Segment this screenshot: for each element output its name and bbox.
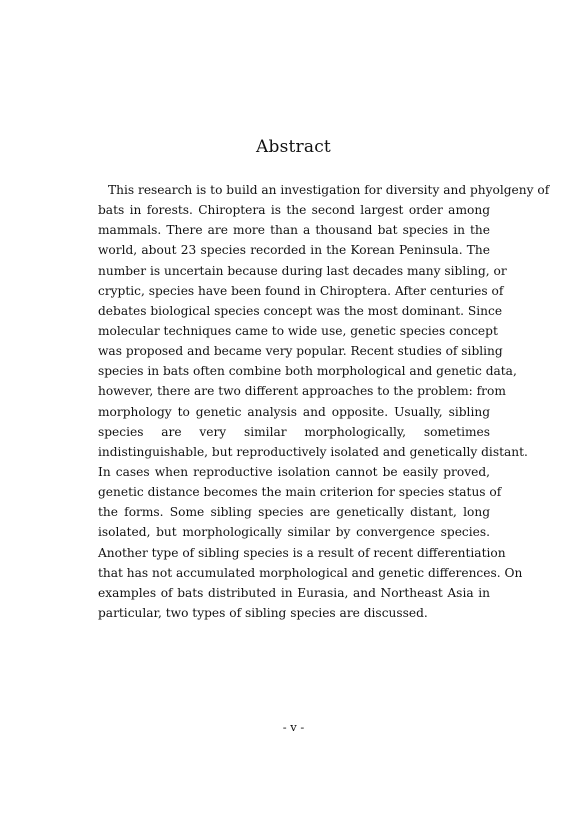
abstract-line: world, about 23 species recorded in the Korean Peninsula. The: [98, 243, 490, 258]
page-number: - v -: [282, 720, 305, 734]
abstract-line: the forms. Some sibling species are genetically distant, long: [98, 505, 490, 520]
abstract-line: indistinguishable, but reproductively isolated and genetically distant.: [98, 444, 528, 459]
abstract-line: mammals. There are more than a thousand bat species in the: [98, 223, 490, 238]
abstract-body: [98, 180, 550, 623]
abstract-line: was proposed and became very popular. Recent studies of sibling: [98, 344, 503, 359]
abstract-line: In cases when reproductive isolation cannot be easily proved,: [98, 464, 490, 479]
abstract-line: however, there are two different approaches to the problem: from: [98, 384, 506, 399]
abstract-title: Abstract: [256, 137, 331, 157]
abstract-line: bats in forests. Chiroptera is the second largest order among: [98, 203, 490, 218]
abstract-line: Another type of sibling species is a result of recent differentiation: [98, 545, 506, 560]
abstract-line: molecular techniques came to wide use, genetic species concept: [98, 323, 498, 338]
abstract-line: genetic distance becomes the main criterion for species status of: [98, 485, 502, 500]
abstract-line: species in bats often combine both morphological and genetic data,: [98, 364, 517, 379]
abstract-line: particular, two types of sibling species are discussed.: [98, 605, 428, 620]
abstract-line: cryptic, species have been found in Chiroptera. After centuries of: [98, 283, 504, 298]
abstract-line: that has not accumulated morphological and genetic differences. On: [98, 565, 523, 580]
abstract-line: isolated, but morphologically similar by convergence species.: [98, 525, 490, 540]
abstract-line: examples of bats distributed in Eurasia, and Northeast Asia in: [98, 585, 490, 600]
abstract-line: debates biological species concept was the most dominant. Since: [98, 303, 503, 318]
abstract-line: species are very similar morphologically, sometimes: [98, 424, 490, 439]
abstract-line: morphology to genetic analysis and opposite. Usually, sibling: [98, 404, 490, 419]
abstract-line: number is uncertain because during last decades many sibling, or: [98, 263, 507, 278]
abstract-line: This research is to build an investigation for diversity and phyolgeny of: [108, 183, 550, 197]
